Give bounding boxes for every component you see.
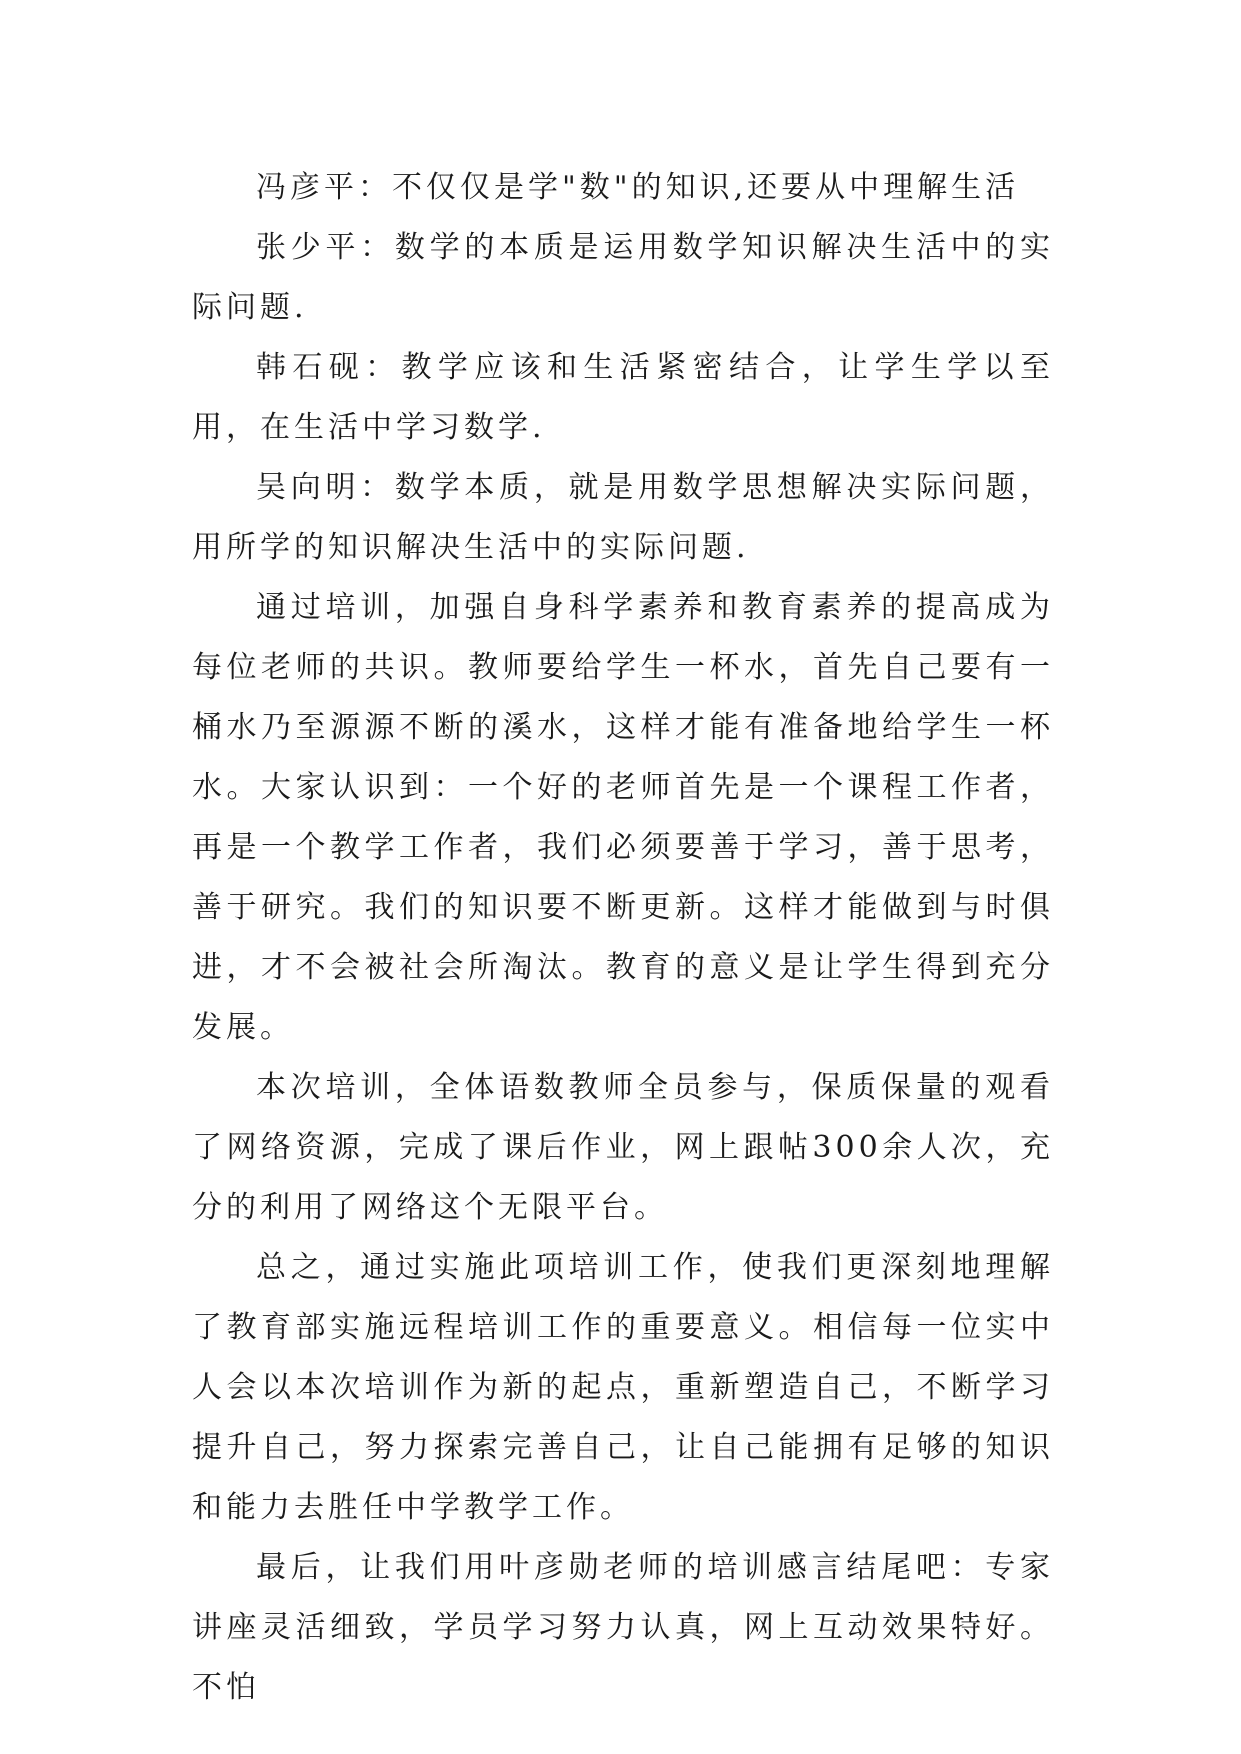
paragraph-han-shiyan: 韩石砚：教学应该和生活紧密结合，让学生学以至用，在生活中学习数学. [192,350,1054,445]
paragraph-wu-xiangming: 吴向明：数学本质，就是用数学思想解决实际问题，用所学的知识解决生活中的实际问题. [192,470,1054,565]
paragraph-zhang-shaoping: 张少平：数学的本质是运用数学知识解决生活中的实际问题. [192,230,1054,325]
paragraph-training-consensus: 通过培训，加强自身科学素养和教育素养的提高成为每位老师的共识。教师要给学生一杯水，首先自己要有一桶水乃至源源不断的溪水，这样才能有准备地给学生一杯水。大家认识到：一个好的老师首先是一个课程工作者，再是一个教学工作者，我们必须要善于学习，善于思考，善于研究。我们的知识要不断更新。这样才能做到与时俱进，才不会被社会所淘汰。教育的意义是让学生得到充分发展。 [192,590,1054,1045]
paragraph-participation: 本次培训，全体语数教师全员参与，保质保量的观看了网络资源，完成了课后作业，网上跟帖300余人次，充分的利用了网络这个无限平台。 [192,1070,1054,1225]
paragraph-summary: 总之，通过实施此项培训工作，使我们更深刻地理解了教育部实施远程培训工作的重要意义。相信每一位实中人会以本次培训作为新的起点，重新塑造自己，不断学习提升自己，努力探索完善自己，让自己能拥有足够的知识和能力去胜任中学教学工作。 [192,1250,1054,1525]
paragraph-feng-yanping: 冯彦平：不仅仅是学"数"的知识,还要从中理解生活 [256,170,1020,205]
document-body [192,158,1054,1718]
paragraph-closing: 最后，让我们用叶彦勋老师的培训感言结尾吧：专家讲座灵活细致，学员学习努力认真，网上互动效果特好。不怕 [192,1550,1054,1705]
